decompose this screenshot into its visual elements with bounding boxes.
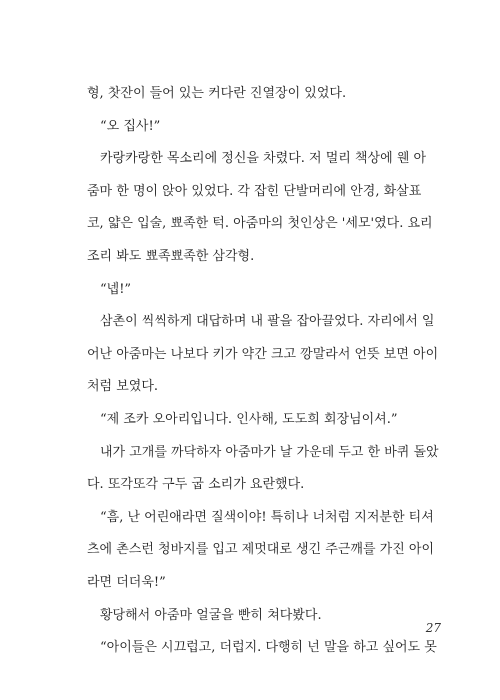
text-line: 줌마 한 명이 앉아 있었다. 각 잡힌 단발머리에 안경, 화살표 bbox=[87, 183, 422, 199]
text-line: “아이들은 시끄럽고, 더럽지. 다행히 넌 말을 하고 싶어도 못 bbox=[100, 640, 437, 656]
text-line: 어난 아줌마는 나보다 키가 약간 크고 깡말라서 언뜻 보면 아이 bbox=[87, 346, 439, 362]
text-line: 삼촌이 씩씩하게 대답하며 내 팔을 잡아끌었다. 자리에서 일 bbox=[100, 314, 435, 330]
text-line: “오 집사!” bbox=[100, 118, 161, 134]
text-line: 황당해서 아줌마 얼굴을 빤히 쳐다봤다. bbox=[100, 607, 322, 623]
text-line: 코, 얇은 입술, 뾰족한 턱. 아줌마의 첫인상은 '세모'였다. 요리 bbox=[87, 216, 433, 232]
text-line: 다. 또각또각 구두 굽 소리가 요란했다. bbox=[87, 477, 305, 493]
text-line: 라면 더더욱!” bbox=[87, 574, 166, 590]
text-line: 츠에 촌스런 청바지를 입고 제멋대로 생긴 주근깨를 가진 아이 bbox=[87, 542, 435, 558]
text-line: “제 조카 오아리입니다. 인사해, 도도희 회장님이셔.” bbox=[100, 411, 398, 427]
text-line: 처럼 보였다. bbox=[87, 379, 159, 395]
text-line: 카랑카랑한 목소리에 정신을 차렸다. 저 멀리 책상에 웬 아 bbox=[100, 151, 427, 167]
page-number: 27 bbox=[425, 621, 441, 635]
text-line: 내가 고개를 까닥하자 아줌마가 날 가운데 두고 한 바퀴 돌았 bbox=[100, 444, 439, 460]
text-line: 형, 찻잔이 들어 있는 커다란 진열장이 있었다. bbox=[87, 86, 347, 101]
text-line: “흠, 난 어린애라면 질색이야! 특히나 너처럼 지저분한 티셔 bbox=[100, 509, 434, 525]
text-line: “넵!” bbox=[100, 281, 132, 297]
text-line: 조리 봐도 뾰족뾰족한 삼각형. bbox=[87, 248, 255, 264]
